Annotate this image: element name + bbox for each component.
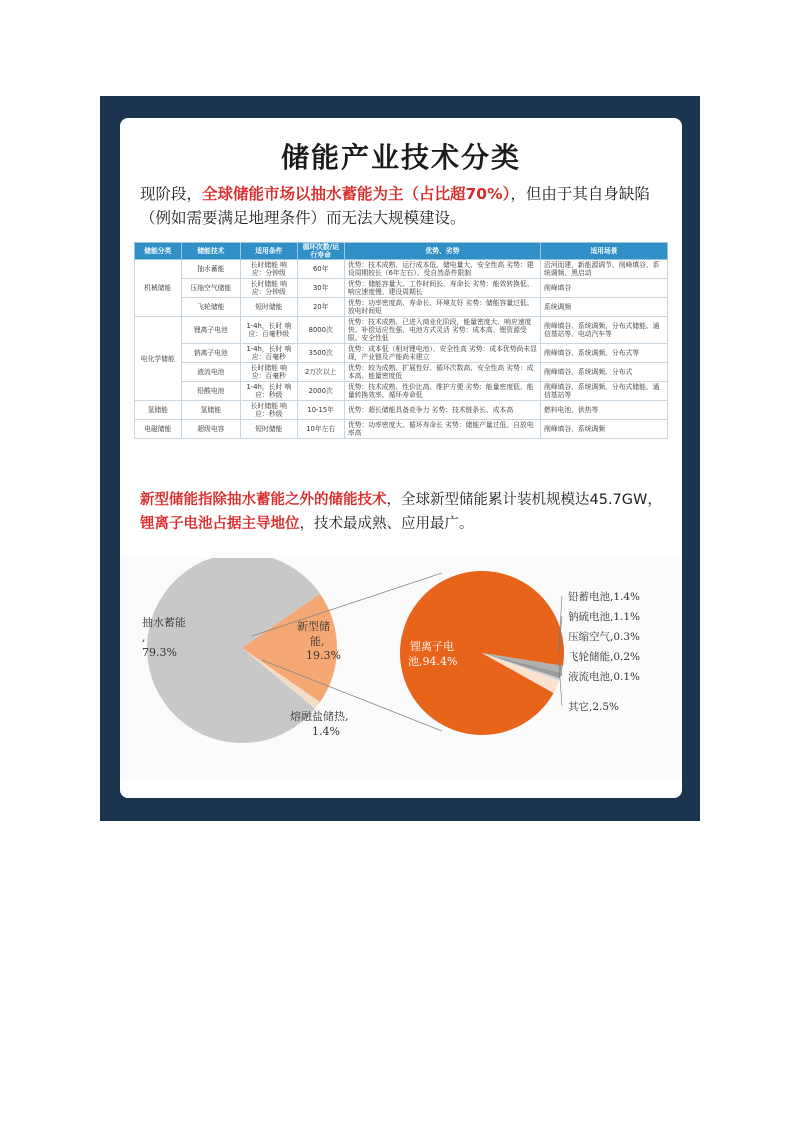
condition-cell: 长时储能 响应：秒级 — [241, 401, 297, 420]
sub-pie-label: 池,94.4% — [408, 655, 458, 668]
tech-cell: 超级电容 — [181, 420, 241, 439]
scene-cell: 燃料电池、供热等 — [540, 401, 667, 420]
pros-cons-cell: 优势：较为成熟、扩展性好、循环次数高、安全性高 劣势：成本高、能量密度低 — [344, 363, 540, 382]
cycle-cell: 8000次 — [297, 317, 344, 344]
pros-cons-cell: 优势：技术成熟、性价比高、维护方便 劣势：能量密度低、能量转换效率、循环寿命低 — [344, 382, 540, 401]
condition-cell: 长时储能 响应：分钟级 — [241, 279, 297, 298]
main-pie-label: 熔融盐储热, — [290, 710, 349, 723]
tech-cell: 压缩空气储能 — [181, 279, 241, 298]
cycle-cell: 10-15年 — [297, 401, 344, 420]
cycle-cell: 10年左右 — [297, 420, 344, 439]
intro-paragraph — [140, 182, 670, 230]
pros-cons-cell: 优势：超长储能具备竞争力 劣势：技术链条长、成本高 — [344, 401, 540, 420]
pros-cons-cell: 优势：技术成熟、运行成本低、储电量大、安全性高 劣势：建设周期较长（6年左右）、受自然条件限制 — [344, 260, 540, 279]
tech-cell: 锂离子电池 — [181, 317, 241, 344]
para2-mid: ，全球新型储能累计装机规模达45.7GW， — [386, 492, 662, 508]
main-pie-label: , — [142, 631, 146, 644]
tech-cell: 液流电池 — [181, 363, 241, 382]
scene-cell: 削峰填谷、系统调频、分布式储能、通信基站等 — [540, 382, 667, 401]
category-cell: 氢储能 — [135, 401, 182, 420]
scene-cell: 削峰填谷、系统调频、分布式 — [540, 363, 667, 382]
cycle-cell: 20年 — [297, 298, 344, 317]
condition-cell: 短时储能 — [241, 298, 297, 317]
para2-highlight-1: 新型储能指除抽水蓄能之外的储能技术 — [140, 492, 387, 508]
table-row — [135, 260, 668, 279]
table-header-cell: 储能技术 — [181, 243, 241, 260]
cycle-cell: 3500次 — [297, 344, 344, 363]
tech-cell: 抽水蓄能 — [181, 260, 241, 279]
table-row — [135, 344, 668, 363]
scene-cell: 系统调频 — [540, 298, 667, 317]
tech-cell: 钠离子电池 — [181, 344, 241, 363]
sub-pie-callout: 液流电池,0.1% — [568, 671, 641, 683]
para2-end: ，技术最成熟、应用最广。 — [299, 516, 474, 532]
table-header-cell: 储能分类 — [135, 243, 182, 260]
pros-cons-cell: 优势：技术成熟、已进入商业化阶段，能量密度大、响应速度快、补偿适应性强、电池方式灵活 劣势：成本高、锂资源受限、安全性低 — [344, 317, 540, 344]
main-pie-label: 19.3% — [306, 649, 341, 662]
classification-table — [134, 242, 668, 439]
condition-cell: 长时储能 响应：分钟级 — [241, 260, 297, 279]
cycle-cell: 30年 — [297, 279, 344, 298]
condition-cell: 长时储能 响应：百毫秒 — [241, 363, 297, 382]
sub-pie-label: 锂离子电 — [410, 640, 454, 653]
sub-pie-callout: 铅蓄电池,1.4% — [568, 591, 641, 603]
condition-cell: 1-4h，长时 响应：百毫秒 — [241, 344, 297, 363]
main-pie-label: 1.4% — [312, 725, 340, 738]
condition-cell: 短时储能 — [241, 420, 297, 439]
tech-cell: 飞轮储能 — [181, 298, 241, 317]
condition-cell: 1-4h，长时 响应：百毫秒级 — [241, 317, 297, 344]
table-row — [135, 317, 668, 344]
main-pie-label: 抽水蓄能 — [142, 616, 186, 629]
pie-chart-area — [120, 558, 682, 778]
pros-cons-cell: 优势：成本低（相对锂电池）、安全性高 劣势：成本优势尚未显现，产业链及产能尚未建立 — [344, 344, 540, 363]
table-row — [135, 420, 668, 439]
pie-of-pie-chart — [120, 558, 682, 778]
main-pie-label: 新型储 — [297, 620, 330, 633]
cycle-cell: 2万次以上 — [297, 363, 344, 382]
page-title: 储能产业技术分类 — [280, 141, 521, 174]
table-header-row — [135, 243, 668, 260]
table-header-cell: 循环次数/运行寿命 — [297, 243, 344, 260]
tech-cell: 氢储能 — [181, 401, 241, 420]
table-header-cell: 优势、劣势 — [344, 243, 540, 260]
cycle-cell: 2000次 — [297, 382, 344, 401]
main-pie-label: 79.3% — [142, 646, 177, 659]
table-row — [135, 298, 668, 317]
intro-suffix: ，但由于其自身缺陷（例如需要满足地理条件）而无法大规模建设。 — [140, 185, 650, 227]
table-row — [135, 363, 668, 382]
cycle-cell: 60年 — [297, 260, 344, 279]
category-cell: 电化学储能 — [135, 317, 182, 401]
intro-prefix: 现阶段， — [140, 185, 203, 203]
sub-pie-callout: 其它,2.5% — [568, 701, 620, 713]
para2-highlight-2: 锂离子电池占据主导地位 — [140, 516, 300, 532]
sub-pie-callout: 压缩空气,0.3% — [568, 631, 641, 643]
scene-cell: 削峰填谷 — [540, 279, 667, 298]
scene-cell: 沿河而建，新能源调节、削峰填谷、系统调频、黑启动 — [540, 260, 667, 279]
pros-cons-cell: 优势：储能容量大、工作时间长、寿命长 劣势：能效转换低、响应速度慢、建设周期长 — [344, 279, 540, 298]
intro-highlight: 全球储能市场以抽水蓄能为主（占比超70%） — [202, 185, 511, 203]
sub-pie-callout: 钠硫电池,1.1% — [568, 611, 641, 623]
table-row — [135, 382, 668, 401]
new-storage-paragraph — [140, 488, 670, 536]
table-row — [135, 401, 668, 420]
scene-cell: 削峰填谷、系统调频 — [540, 420, 667, 439]
table-row — [135, 279, 668, 298]
condition-cell: 1-4h，长时 响应：秒级 — [241, 382, 297, 401]
sub-pie-callout: 飞轮储能,0.2% — [568, 651, 641, 663]
pros-cons-cell: 优势：功率密度高、寿命长、环境友好 劣势：储能容量过低、放电时间短 — [344, 298, 540, 317]
scene-cell: 削峰填谷、系统调频、分布式储能、通信基站等、电动汽车等 — [540, 317, 667, 344]
category-cell: 电磁储能 — [135, 420, 182, 439]
table-header-cell: 适用场景 — [540, 243, 667, 260]
table-header-cell: 适用条件 — [241, 243, 297, 260]
category-cell: 机械储能 — [135, 260, 182, 317]
main-pie-label: 能, — [310, 635, 325, 648]
scene-cell: 削峰填谷、系统调频、分布式等 — [540, 344, 667, 363]
content-card — [120, 118, 682, 798]
tech-cell: 铅酸电池 — [181, 382, 241, 401]
pros-cons-cell: 优势：功率密度大、循环寿命长 劣势：储能产量过低、自放电率高 — [344, 420, 540, 439]
